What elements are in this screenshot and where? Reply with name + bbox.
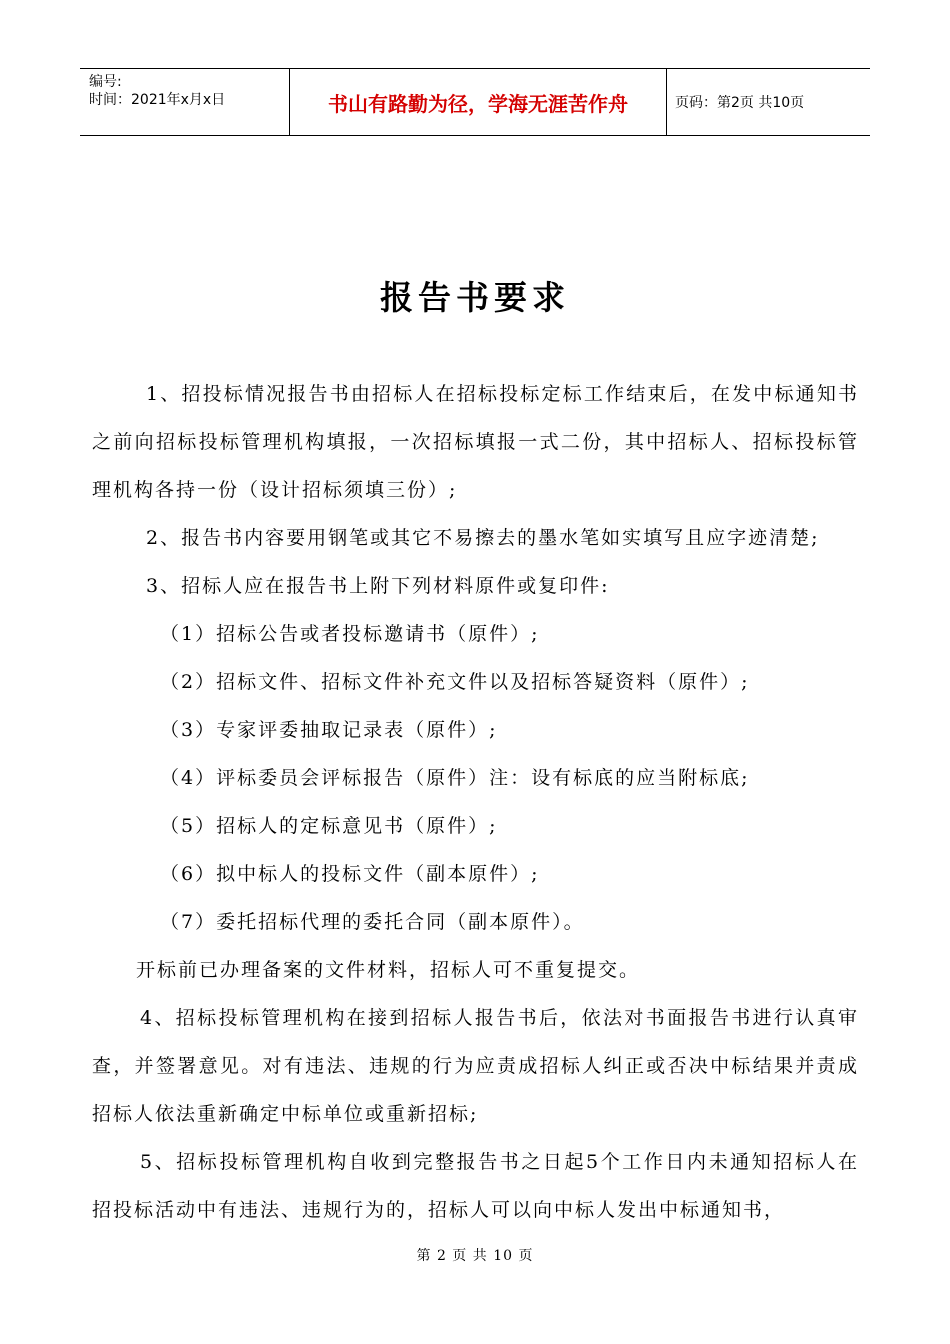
paragraph-1: 1、招投标情况报告书由招标人在招标投标定标工作结束后，在发中标通知书之前向招标投标管理机构填报，一次招标填报一式二份，其中招标人、招标投标管理机构各持一份（设计招标须填三份）; <box>92 383 859 501</box>
paragraph-note: 开标前已办理备案的文件材料，招标人可不重复提交。 <box>136 959 641 981</box>
page-footer: 第 2 页 共 10 页 <box>416 1248 534 1264</box>
list-item-5: （5）招标人的定标意见书（原件）; <box>160 815 498 837</box>
list-item-6: （6）拟中标人的投标文件（副本原件）; <box>160 863 540 885</box>
number-label: 编号: <box>89 74 122 90</box>
time-label: 时间：2021年x月x日 <box>89 92 226 108</box>
paragraph-3: 3、招标人应在报告书上附下列材料原件或复印件: <box>146 575 610 597</box>
paragraph-2: 2、报告书内容要用钢笔或其它不易擦去的墨水笔如实填写且应字迹清楚; <box>146 527 820 549</box>
paragraph-5: 5、招标投标管理机构自收到完整报告书之日起5个工作日内未通知招标人在招投标活动中有违法、违规行为的，招标人可以向中标人发出中标通知书， <box>92 1151 859 1221</box>
header-page-label: 页码：第2页 共10页 <box>675 95 805 111</box>
document-body <box>92 370 859 1234</box>
paragraph-4: 4、招标投标管理机构在接到招标人报告书后，依法对书面报告书进行认真审查，并签署意见。对有违法、违规的行为应责成招标人纠正或否决中标结果并责成招标人依法重新确定中标单位或重新招标; <box>92 1007 859 1125</box>
list-item-2: （2）招标文件、招标文件补充文件以及招标答疑资料（原件）; <box>160 671 750 693</box>
list-item-1: （1）招标公告或者投标邀请书（原件）; <box>160 623 540 645</box>
list-item-7: （7）委托招标代理的委托合同（副本原件）。 <box>160 911 585 933</box>
header-motto: 书山有路勤为径，学海无涯苦作舟 <box>290 69 667 135</box>
header-meta <box>80 69 290 135</box>
list-item-3: （3）专家评委抽取记录表（原件）; <box>160 719 498 741</box>
document-title: 报告书要求 <box>380 278 570 317</box>
list-item-4: （4）评标委员会评标报告（原件）注：设有标底的应当附标底; <box>160 767 750 789</box>
page-header <box>80 68 870 136</box>
